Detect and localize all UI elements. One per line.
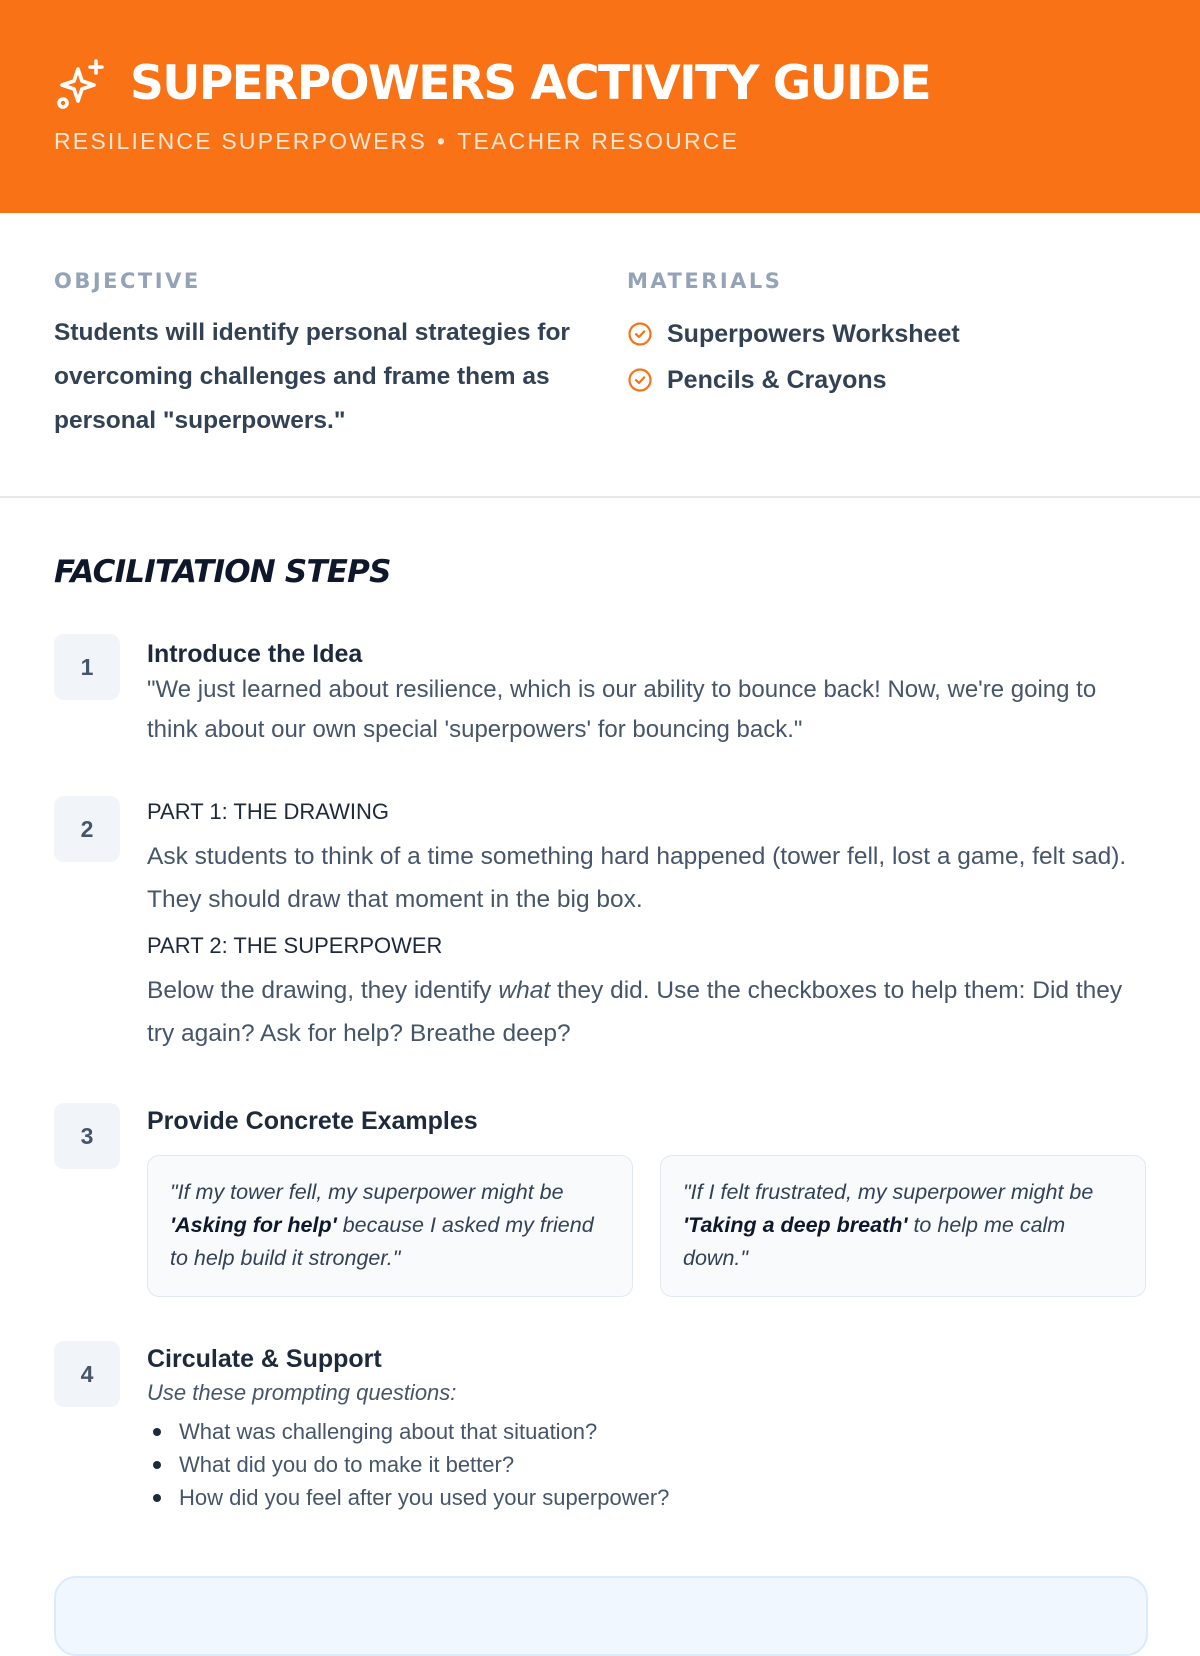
materials-column [627,269,1146,496]
step-1 [54,634,1146,750]
examples [147,1155,1146,1297]
part-2-label: PART 2: THE SUPERPOWER [147,933,443,958]
part-2-text-end: they did. Use the checkboxes to help them: Did they try again? Ask for help? Breathe deep? [147,977,1123,1047]
objective-column [54,269,627,496]
step-body [147,796,1146,1055]
materials-list [627,311,1146,403]
step-number: 1 [54,634,120,700]
materials-item-label: Superpowers Worksheet [667,319,960,348]
subtitle-audience: TEACHER RESOURCE [457,128,740,154]
example-card [660,1155,1146,1297]
example-text-start: "If I felt frustrated, my superpower might be [683,1180,1094,1204]
step-title: Introduce the Idea [147,640,363,668]
example-superpower: 'Asking for help' [170,1213,337,1237]
step-number: 2 [54,796,120,862]
example-superpower: 'Taking a deep breath' [683,1213,908,1237]
page-subtitle [54,128,1146,155]
materials-item-label: Pencils & Crayons [667,365,887,394]
part-2-text-emphasis: what [498,977,551,1004]
materials-item [627,311,1146,357]
step-number: 3 [54,1103,120,1169]
title-row [54,54,1146,114]
materials-item [627,357,1146,403]
example-text-start: "If my tower fell, my superpower might be [170,1180,564,1204]
question-text: How did you feel after you used your superpower? [179,1485,670,1510]
check-circle-icon [627,321,653,347]
example-card [147,1155,633,1297]
prompt-questions [147,1415,1146,1514]
step-text: "We just learned about resilience, which is our ability to bounce back! Now, we're going to think about our own special 'superpowers' for bouncing back." [147,676,1097,743]
part-2-text [147,969,1146,1055]
example-text-end: to help me calm down." [683,1213,1066,1270]
example-text-end: because I asked my friend to help build it stronger." [170,1213,594,1270]
step-2 [54,796,1146,1055]
part-2-text-start: Below the drawing, they identify [147,977,499,1004]
list-item [147,1481,1146,1514]
part-1-text: Ask students to think of a time something hard happened (tower fell, lost a game, felt sad). They should draw that moment in the big box. [147,843,1127,913]
question-text: What did you do to make it better? [179,1452,515,1477]
tip-box [54,1576,1148,1656]
bullet-icon [153,1428,161,1436]
list-item [147,1415,1146,1448]
step-number: 4 [54,1341,120,1407]
sparkles-icon [54,57,108,111]
objective-label: OBJECTIVE [54,269,201,293]
bullet-icon [153,1461,161,1469]
page-title: SUPERPOWERS ACTIVITY GUIDE [130,56,930,111]
part-1-label: PART 1: THE DRAWING [147,799,390,824]
step-body [147,1103,1146,1297]
facilitation-steps [0,498,1200,1514]
step-body [147,1341,1146,1514]
steps-title: FACILITATION STEPS [54,554,391,590]
step-body [147,634,1146,750]
subtitle-program: RESILIENCE SUPERPOWERS [54,128,428,154]
bullet-icon [153,1494,161,1502]
step-4 [54,1341,1146,1514]
subtitle-separator: • [437,128,448,154]
header [0,0,1200,213]
question-text: What was challenging about that situation? [179,1419,598,1444]
step-title: Circulate & Support [147,1345,382,1373]
step-3 [54,1103,1146,1297]
overview-section [0,213,1200,498]
step-title: Provide Concrete Examples [147,1107,478,1135]
check-circle-icon [627,367,653,393]
list-item [147,1448,1146,1481]
objective-text: Students will identify personal strategies for overcoming challenges and frame them as personal "superpowers." [54,319,570,434]
prompt-intro: Use these prompting questions: [147,1380,457,1405]
materials-label: MATERIALS [627,269,783,293]
